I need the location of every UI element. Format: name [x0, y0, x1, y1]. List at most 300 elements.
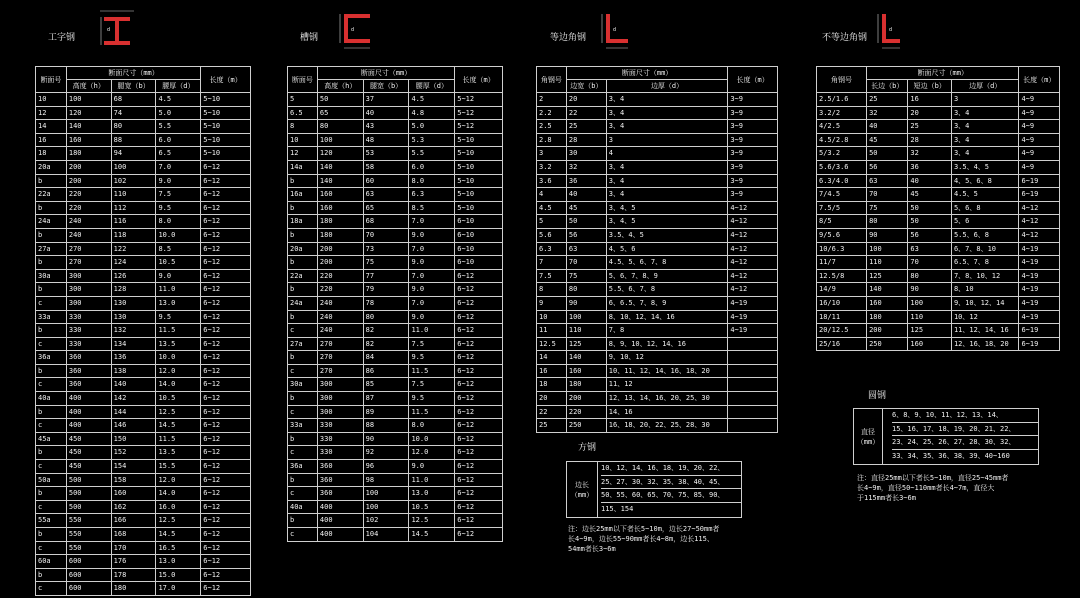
ibeam-cell: c — [36, 500, 67, 514]
channel-cell: 140 — [317, 174, 363, 188]
round-note-line: 于115mm者长3~6m — [857, 494, 916, 502]
channel-cell: 87 — [363, 392, 409, 406]
channel-cell: 6~12 — [455, 310, 503, 324]
ibeam-cell: 300 — [66, 283, 111, 297]
channel-cell: 6~12 — [455, 351, 503, 365]
unequal_angle-cell: 4~9 — [1019, 120, 1060, 134]
table-row — [288, 378, 503, 392]
table-row — [288, 120, 503, 134]
ibeam-cell: 6~12 — [201, 296, 251, 310]
table-row — [537, 296, 778, 310]
table-row — [537, 93, 778, 107]
ibeam-cell: 6~12 — [201, 269, 251, 283]
channel-cell: 8.0 — [409, 419, 455, 433]
square-title: 方钢 — [578, 443, 597, 453]
channel-section-drawing — [338, 11, 378, 51]
ibeam-cell: 9.5 — [156, 201, 201, 215]
ibeam-title: 工字钢 — [48, 33, 76, 43]
ibeam-cell: 6.5 — [156, 147, 201, 161]
table-row — [36, 324, 251, 338]
channel-cell: 77 — [363, 269, 409, 283]
table-row — [288, 296, 503, 310]
ibeam-cell: b — [36, 201, 67, 215]
table-row — [36, 405, 251, 419]
channel-cell: 200 — [317, 242, 363, 256]
ibeam-cell: 110 — [111, 188, 156, 202]
channel-cell: 92 — [363, 446, 409, 460]
ibeam-cell: 600 — [66, 555, 111, 569]
unequal_angle-cell: 180 — [867, 310, 908, 324]
unequal_angle-cell: 40 — [867, 120, 908, 134]
channel-cell: 6~12 — [455, 460, 503, 474]
equal_angle-cell: 70 — [566, 256, 606, 270]
ibeam-cell: 13.5 — [156, 337, 201, 351]
unequal_angle-cell: 18/11 — [817, 310, 867, 324]
channel-cell: 65 — [317, 106, 363, 120]
table-row — [288, 147, 503, 161]
unequal_angle-cell: 12、16、18、20 — [951, 337, 1018, 351]
table-row — [817, 296, 1060, 310]
channel-cell: 40 — [363, 106, 409, 120]
ibeam-cell: 6~12 — [201, 378, 251, 392]
unequal_angle-cell: 4~19 — [1019, 283, 1060, 297]
channel-cell: 50 — [317, 93, 363, 107]
round-lines-line: 6、8、9、10、11、12、13、14、 — [892, 409, 1038, 423]
ibeam-col-subheader: 腰厚（d） — [156, 80, 201, 93]
channel-cell: 6~10 — [455, 242, 503, 256]
ibeam-cell: 220 — [66, 188, 111, 202]
ibeam-cell: 5.5 — [156, 120, 201, 134]
table-row — [817, 324, 1060, 338]
equal_angle-cell: 16、18、20、22、25、28、30 — [606, 419, 728, 433]
channel-cell: 40a — [288, 500, 318, 514]
equal_angle-cell: 3~9 — [728, 188, 778, 202]
square-lines-line: 50、55、60、65、70、75、85、90、 — [601, 489, 741, 503]
channel-cell: 7.5 — [409, 378, 455, 392]
svg-text:d: d — [107, 27, 111, 33]
unequal_angle-cell: 4~12 — [1019, 228, 1060, 242]
channel-cell: 10.5 — [409, 500, 455, 514]
ibeam-cell: b — [36, 405, 67, 419]
channel-cell: 102 — [363, 514, 409, 528]
ibeam-cell: b — [36, 528, 67, 542]
ibeam-cell: 6~12 — [201, 215, 251, 229]
equal_angle-cell: 20 — [566, 93, 606, 107]
equal_angle-cell: 4 — [606, 147, 728, 161]
channel-cell: 6~12 — [455, 378, 503, 392]
channel-cell: 8 — [288, 120, 318, 134]
table-row — [288, 432, 503, 446]
square-note-line: 54mm者长3~6m — [568, 545, 616, 553]
table-row — [537, 242, 778, 256]
channel-cell: c — [288, 528, 318, 542]
table-row — [288, 473, 503, 487]
channel-cell: 330 — [317, 419, 363, 433]
table-row — [36, 310, 251, 324]
channel-cell: 37 — [363, 93, 409, 107]
equal_angle-cell: 180 — [566, 378, 606, 392]
table-row — [36, 228, 251, 242]
ibeam-col-header-length: 长度（m） — [201, 67, 251, 93]
channel-cell: b — [288, 432, 318, 446]
table-row — [537, 147, 778, 161]
square-lines-line: 25、27、30、32、35、38、40、45、 — [601, 476, 741, 490]
table-row — [36, 296, 251, 310]
equal_angle-cell: 3、4 — [606, 160, 728, 174]
unequal_angle-cell: 20/12.5 — [817, 324, 867, 338]
channel-cell: 6~12 — [455, 432, 503, 446]
ibeam-cell: 27a — [36, 242, 67, 256]
channel-cell: 5~12 — [455, 106, 503, 120]
ibeam-cell: 22a — [36, 188, 67, 202]
table-row — [288, 93, 503, 107]
equal_angle-col-subheader: 边宽（b） — [566, 80, 606, 93]
channel-cell: 6~12 — [455, 514, 503, 528]
unequal_angle-cell: 4~9 — [1019, 133, 1060, 147]
channel-cell: 6~12 — [455, 283, 503, 297]
equal_angle-cell: 11 — [537, 324, 567, 338]
ibeam-cell: 270 — [66, 256, 111, 270]
equal_angle-cell: 2 — [537, 93, 567, 107]
channel-cell: 9.0 — [409, 310, 455, 324]
channel-cell: 5~10 — [455, 133, 503, 147]
ibeam-cell: 100 — [66, 93, 111, 107]
unequal_angle-cell: 5.6/3.6 — [817, 160, 867, 174]
unequal_angle-col-header-group: 断面尺寸（mm） — [867, 67, 1019, 80]
equal_angle-cell: 4~12 — [728, 256, 778, 270]
channel-cell: 120 — [317, 147, 363, 161]
ibeam-cell: 10.5 — [156, 256, 201, 270]
equal-angle-title: 等边角钢 — [550, 33, 587, 43]
channel-cell: b — [288, 392, 318, 406]
unequal_angle-cell: 63 — [908, 242, 952, 256]
equal_angle-cell: 9 — [537, 296, 567, 310]
table-row — [36, 269, 251, 283]
equal_angle-col-header-length: 长度（m） — [728, 67, 778, 93]
ibeam-cell: 12 — [36, 106, 67, 120]
unequal-angle-table — [816, 66, 1060, 351]
table-row — [537, 120, 778, 134]
unequal_angle-cell: 4/2.5 — [817, 120, 867, 134]
equal_angle-cell: 6、6.5、7、8、9 — [606, 296, 728, 310]
ibeam-cell: b — [36, 446, 67, 460]
unequal_angle-cell: 7.5/5 — [817, 201, 867, 215]
equal_angle-cell: 3~9 — [728, 106, 778, 120]
channel-cell: 36a — [288, 460, 318, 474]
channel-cell: 80 — [317, 120, 363, 134]
channel-cell: 200 — [317, 256, 363, 270]
table-row — [36, 147, 251, 161]
channel-cell: 22a — [288, 269, 318, 283]
ibeam-cell: 160 — [111, 487, 156, 501]
table-row — [288, 283, 503, 297]
equal_angle-cell: 4~12 — [728, 201, 778, 215]
ibeam-cell: 550 — [66, 528, 111, 542]
ibeam-cell: 500 — [66, 487, 111, 501]
equal_angle-cell: 140 — [566, 351, 606, 365]
equal_angle-cell: 32 — [566, 160, 606, 174]
ibeam-cell: 6~12 — [201, 419, 251, 433]
channel-cell: 6~12 — [455, 324, 503, 338]
channel-cell: c — [288, 405, 318, 419]
channel-cell: 6~12 — [455, 473, 503, 487]
round-lines-line: 15、16、17、18、19、20、21、22、 — [892, 423, 1038, 437]
ibeam-cell: 180 — [111, 582, 156, 596]
table-row — [36, 106, 251, 120]
table-row — [36, 582, 251, 596]
equal_angle-cell: 14 — [537, 351, 567, 365]
round-note-line: 长4~9m，直径50~110mm者长4~7m，直径大 — [857, 484, 995, 492]
channel-cell: 11.0 — [409, 324, 455, 338]
equal_angle-cell: 28 — [566, 133, 606, 147]
table-row — [817, 188, 1060, 202]
table-row — [288, 446, 503, 460]
table-row — [537, 392, 778, 406]
table-row — [817, 283, 1060, 297]
channel-cell: b — [288, 473, 318, 487]
channel-cell: 70 — [363, 228, 409, 242]
ibeam-cell: 116 — [111, 215, 156, 229]
ibeam-cell: 12.0 — [156, 364, 201, 378]
channel-cell: 4.8 — [409, 106, 455, 120]
unequal_angle-cell: 6.5、7、8 — [951, 256, 1018, 270]
channel-cell: 78 — [363, 296, 409, 310]
equal_angle-cell: 25 — [566, 120, 606, 134]
ibeam-cell: 10.0 — [156, 351, 201, 365]
square-lines-line: 10、12、14、16、18、19、20、22、 — [601, 462, 741, 476]
equal_angle-cell: 4~19 — [728, 310, 778, 324]
channel-cell: 220 — [317, 269, 363, 283]
unequal_angle-cell: 6~19 — [1019, 324, 1060, 338]
unequal_angle-cell: 3、4 — [951, 120, 1018, 134]
unequal_angle-cell: 250 — [867, 337, 908, 351]
table-row — [288, 256, 503, 270]
ibeam-cell: 240 — [66, 215, 111, 229]
table-row — [36, 242, 251, 256]
channel-cell: 53 — [363, 147, 409, 161]
channel-cell: b — [288, 310, 318, 324]
unequal_angle-cell: 90 — [908, 283, 952, 297]
equal_angle-cell: 10 — [537, 310, 567, 324]
unequal_angle-cell: 25/16 — [817, 337, 867, 351]
unequal_angle-cell: 110 — [867, 256, 908, 270]
table-row — [288, 364, 503, 378]
equal-angle-drawing — [600, 11, 636, 51]
channel-cell: 6.0 — [409, 160, 455, 174]
channel-cell: 5~10 — [455, 147, 503, 161]
equal_angle-cell: 90 — [566, 296, 606, 310]
channel-cell: 60 — [363, 174, 409, 188]
equal_angle-cell: 50 — [566, 215, 606, 229]
table-row — [537, 337, 778, 351]
ibeam-cell: 6~12 — [201, 528, 251, 542]
table-row — [36, 201, 251, 215]
table-row — [288, 133, 503, 147]
channel-cell: 6~12 — [455, 419, 503, 433]
channel-cell: 82 — [363, 324, 409, 338]
ibeam-cell: 6~12 — [201, 201, 251, 215]
ibeam-cell: b — [36, 324, 67, 338]
channel-cell: 86 — [363, 364, 409, 378]
ibeam-cell: 200 — [66, 160, 111, 174]
ibeam-cell: 500 — [66, 473, 111, 487]
unequal_angle-cell: 4~19 — [1019, 296, 1060, 310]
equal_angle-cell: 5.6 — [537, 228, 567, 242]
ibeam-cell: 360 — [66, 351, 111, 365]
channel-cell: 24a — [288, 296, 318, 310]
round-note — [857, 473, 1008, 503]
channel-cell: 360 — [317, 487, 363, 501]
ibeam-cell: 6~12 — [201, 351, 251, 365]
equal_angle-cell: 2.5 — [537, 120, 567, 134]
ibeam-cell: 6~12 — [201, 473, 251, 487]
ibeam-cell: 138 — [111, 364, 156, 378]
ibeam-cell: 16 — [36, 133, 67, 147]
ibeam-cell: 10.5 — [156, 392, 201, 406]
channel-cell: 6~10 — [455, 256, 503, 270]
unequal_angle-cell: 75 — [867, 201, 908, 215]
channel-cell: c — [288, 487, 318, 501]
channel-cell: 4.5 — [409, 93, 455, 107]
equal_angle-cell: 30 — [566, 147, 606, 161]
ibeam-cell: 13.0 — [156, 296, 201, 310]
channel-cell: c — [288, 364, 318, 378]
unequal_angle-cell: 100 — [908, 296, 952, 310]
ibeam-cell: 100 — [111, 160, 156, 174]
channel-cell: 13.0 — [409, 487, 455, 501]
equal_angle-cell: 3、4 — [606, 120, 728, 134]
table-row — [36, 378, 251, 392]
ibeam-cell: 6~12 — [201, 310, 251, 324]
unequal_angle-cell: 4~9 — [1019, 93, 1060, 107]
ibeam-cell: b — [36, 174, 67, 188]
channel-cell: 7.0 — [409, 242, 455, 256]
channel-cell: 9.0 — [409, 256, 455, 270]
channel-cell: 400 — [317, 500, 363, 514]
table-row — [36, 351, 251, 365]
channel-cell: 7.5 — [409, 337, 455, 351]
table-row — [288, 487, 503, 501]
ibeam-cell: 154 — [111, 460, 156, 474]
channel-cell: 6~12 — [455, 405, 503, 419]
channel-cell: 330 — [317, 432, 363, 446]
unequal_angle-cell: 7、8、10、12 — [951, 269, 1018, 283]
equal_angle-cell: 8 — [537, 283, 567, 297]
unequal_angle-cell: 4.5、5 — [951, 188, 1018, 202]
ibeam-cell: 450 — [66, 446, 111, 460]
unequal_angle-col-subheader: 短边（b） — [908, 80, 952, 93]
channel-cell: 18a — [288, 215, 318, 229]
table-row — [817, 174, 1060, 188]
channel-cell: 180 — [317, 228, 363, 242]
channel-col-header-length: 长度（m） — [455, 67, 503, 93]
channel-cell: 5~10 — [455, 201, 503, 215]
channel-cell: 9.5 — [409, 392, 455, 406]
square-note — [568, 524, 719, 554]
table-row — [288, 106, 503, 120]
ibeam-cell: 13.0 — [156, 555, 201, 569]
unequal_angle-cell: 3.2/2 — [817, 106, 867, 120]
table-row — [288, 201, 503, 215]
unequal_angle-cell: 25 — [867, 93, 908, 107]
equal_angle-cell: 2.2 — [537, 106, 567, 120]
table-row — [36, 392, 251, 406]
unequal_angle-cell: 50 — [908, 201, 952, 215]
channel-cell: 7.0 — [409, 215, 455, 229]
ibeam-cell: 16.0 — [156, 500, 201, 514]
equal_angle-cell — [728, 392, 778, 406]
round-lines-line: 33、34、35、36、38、39、40~160 — [892, 452, 1010, 461]
ibeam-cell: 5.0 — [156, 106, 201, 120]
ibeam-cell: b — [36, 256, 67, 270]
equal_angle-cell: 110 — [566, 324, 606, 338]
table-row — [817, 93, 1060, 107]
ibeam-cell: 6~12 — [201, 446, 251, 460]
channel-cell: 48 — [363, 133, 409, 147]
unequal_angle-cell: 4~9 — [1019, 147, 1060, 161]
unequal_angle-cell: 140 — [867, 283, 908, 297]
ibeam-cell: 6~12 — [201, 405, 251, 419]
equal_angle-cell: 22 — [566, 106, 606, 120]
equal_angle-cell: 3~9 — [728, 133, 778, 147]
channel-cell: 9.0 — [409, 283, 455, 297]
table-row — [537, 188, 778, 202]
channel-cell: 6~12 — [455, 487, 503, 501]
equal_angle-cell — [728, 337, 778, 351]
channel-cell: b — [288, 201, 318, 215]
ibeam-cell: 400 — [66, 392, 111, 406]
ibeam-cell: 330 — [66, 324, 111, 338]
unequal_angle-cell: 6、7、8、10 — [951, 242, 1018, 256]
ibeam-cell: 144 — [111, 405, 156, 419]
equal_angle-cell: 11、12 — [606, 378, 728, 392]
ibeam-cell: 450 — [66, 432, 111, 446]
ibeam-cell: 550 — [66, 514, 111, 528]
ibeam-col-subheader: 高度（h） — [66, 80, 111, 93]
unequal_angle-cell: 125 — [908, 324, 952, 338]
table-row — [537, 106, 778, 120]
channel-cell: 27a — [288, 337, 318, 351]
channel-cell: 43 — [363, 120, 409, 134]
unequal_angle-cell: 100 — [867, 242, 908, 256]
equal_angle-cell: 160 — [566, 364, 606, 378]
equal_angle-cell: 4~12 — [728, 283, 778, 297]
ibeam-cell: 124 — [111, 256, 156, 270]
table-row — [36, 541, 251, 555]
channel-cell: 9.0 — [409, 228, 455, 242]
table-row — [36, 120, 251, 134]
ibeam-cell: 180 — [66, 147, 111, 161]
ibeam-cell: 550 — [66, 541, 111, 555]
ibeam-cell: 68 — [111, 93, 156, 107]
channel-cell: 5~12 — [455, 93, 503, 107]
ibeam-cell: 102 — [111, 174, 156, 188]
equal_angle-cell: 25 — [537, 419, 567, 433]
ibeam-cell: 8.0 — [156, 215, 201, 229]
ibeam-cell: 120 — [66, 106, 111, 120]
channel-cell: 6~12 — [455, 337, 503, 351]
channel-cell: 240 — [317, 310, 363, 324]
channel-cell: 270 — [317, 364, 363, 378]
channel-cell: 6~12 — [455, 500, 503, 514]
channel-cell: 63 — [363, 188, 409, 202]
table-row — [36, 514, 251, 528]
channel-cell: 6~12 — [455, 296, 503, 310]
unequal_angle-col-subheader: 长边（b） — [867, 80, 908, 93]
unequal_angle-cell: 50 — [867, 147, 908, 161]
channel-cell: c — [288, 324, 318, 338]
channel-cell: 10.0 — [409, 432, 455, 446]
